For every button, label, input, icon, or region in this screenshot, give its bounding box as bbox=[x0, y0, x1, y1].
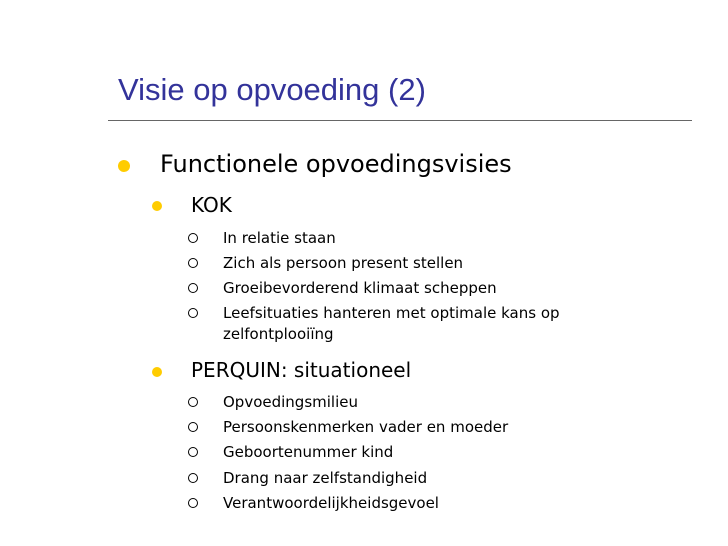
perquin-item: Verantwoordelijkheidsgevoel bbox=[223, 494, 439, 512]
bullet-level2 bbox=[152, 201, 162, 211]
bullet-level3 bbox=[188, 258, 198, 268]
bullet-level3 bbox=[188, 447, 198, 457]
bullet-level3 bbox=[188, 308, 198, 318]
bullet-level3 bbox=[188, 498, 198, 508]
perquin-item: Geboortenummer kind bbox=[223, 443, 394, 461]
perquin-item: Drang naar zelfstandigheid bbox=[223, 469, 428, 487]
bullet-level3 bbox=[188, 422, 198, 432]
kok-item: In relatie staan bbox=[223, 229, 336, 247]
kok-item-continuation: zelfontplooiïng bbox=[223, 325, 334, 343]
kok-item: Zich als persoon present stellen bbox=[223, 254, 464, 272]
bullet-level1 bbox=[118, 160, 130, 172]
kok-item: Leefsituaties hanteren met optimale kans op bbox=[223, 304, 560, 322]
bullet-kok: KOK bbox=[191, 193, 232, 217]
bullet-level3 bbox=[188, 233, 198, 243]
title-divider bbox=[108, 120, 692, 121]
bullet-level3 bbox=[188, 283, 198, 293]
slide-title: Visie op opvoeding (2) bbox=[118, 72, 426, 107]
bullet-perquin: PERQUIN: situationeel bbox=[191, 358, 412, 382]
bullet-level3 bbox=[188, 473, 198, 483]
bullet-functionele-opvoedingsvisies: Functionele opvoedingsvisies bbox=[160, 150, 512, 178]
perquin-item: Opvoedingsmilieu bbox=[223, 393, 358, 411]
kok-item: Groeibevorderend klimaat scheppen bbox=[223, 279, 497, 297]
bullet-level3 bbox=[188, 397, 198, 407]
bullet-level2 bbox=[152, 367, 162, 377]
perquin-item: Persoonskenmerken vader en moeder bbox=[223, 418, 509, 436]
